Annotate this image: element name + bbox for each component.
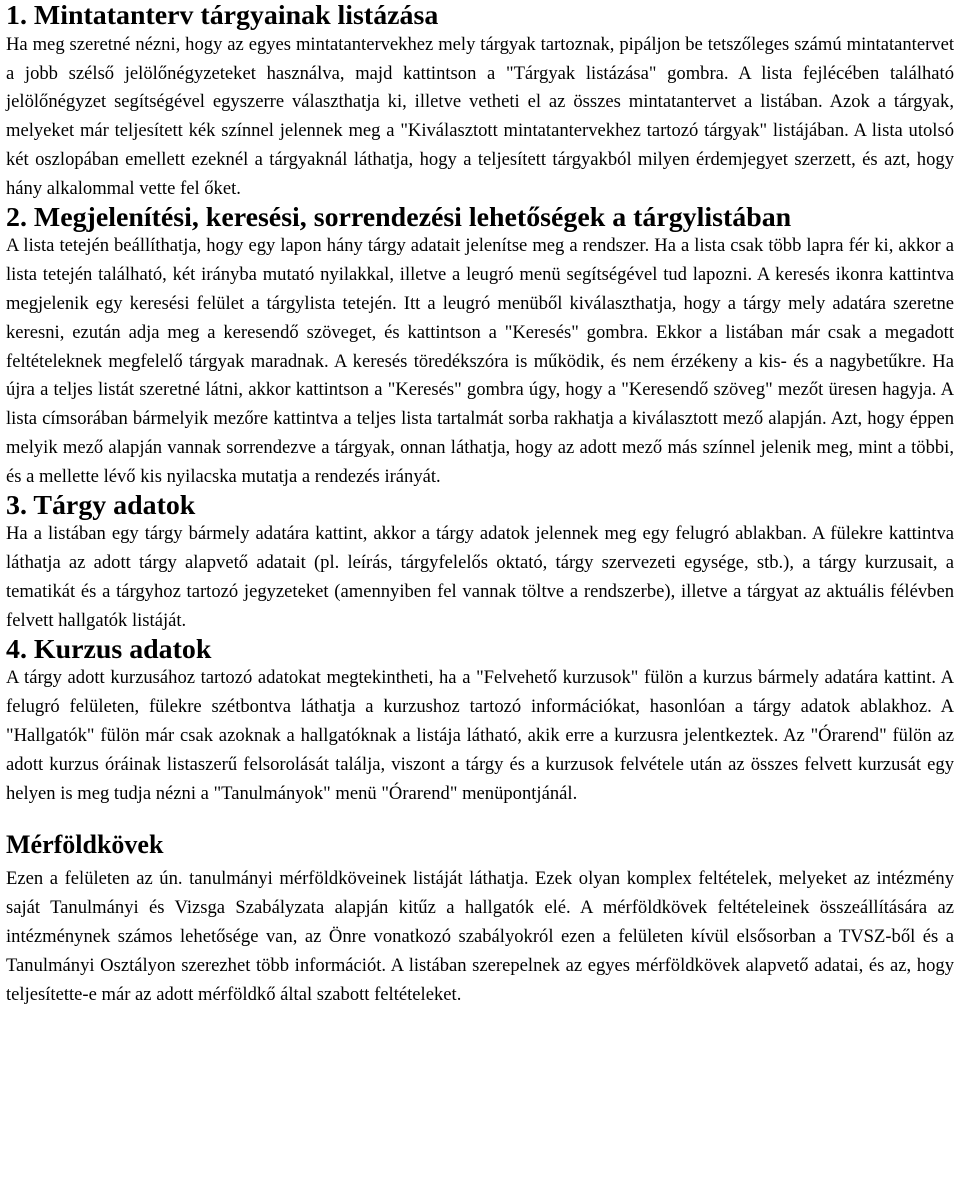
section-heading-1: 1. Mintatanterv tárgyainak listázása bbox=[6, 0, 439, 31]
section-body-3: Ha a listában egy tárgy bármely adatára kattint, akkor a tárgy adatok jelennek meg egy felugró ablakban. A fülekre kattintva láthatja az adott tárgy alapvető adatait (pl. leírás, tárgyfelelős oktató, tárgy szervezeti egysége, stb.), a tárgy kurzusait, a tematikát és a tárgyhoz tartozó jegyzeteket (amennyiben fel vannak töltve a rendszerbe), illetve a tárgyat az aktuális félévben felvett hallgatók listáját. bbox=[6, 523, 954, 631]
section-milestones bbox=[6, 828, 954, 1009]
section-heading-3: 3. Tárgy adatok bbox=[6, 489, 196, 521]
section-heading-2: 2. Megjelenítési, keresési, sorrendezési lehetőségek a tárgylistában bbox=[6, 201, 792, 233]
section-body-1: Ha meg szeretné nézni, hogy az egyes mintatantervekhez mely tárgyak tartoznak, pipáljon be tetszőleges számú mintatantervet a jobb szélső jelölőnégyzeteket használva, majd kattintson a "Tárgyak listázása" gombra. A lista fejlécében található jelölőnégyzet segítségével egyszerre választhatja ki, illetve vetheti el az összes mintatantervet a listában. Azok a tárgyak, melyeket már teljesített kék színnel jelennek meg a "Kiválasztott mintatantervekhez tartozó tárgyak" listájában. A lista utolsó két oszlopában emellett ezeknél a tárgyaknál láthatja, hogy a teljesített tárgyakból milyen érdemjegyet szerzett, és azt, hogy hány alkalommal vette fel őket. bbox=[6, 33, 954, 199]
section-subject-data bbox=[6, 489, 954, 636]
section-course-data bbox=[6, 633, 954, 809]
section-body-2: A lista tetején beállíthatja, hogy egy lapon hány tárgy adatait jelenítse meg a rendszer. Ha a lista csak több lapra fér ki, akkor a lista tetején található, két irányba mutató nyilakkal, illetve a leugró menü segítségével tud lapozni. A keresés ikonra kattintva megjelenik egy keresési felület a tárgylista tetején. Itt a leugró menüből kiválaszthatja, hogy a tárgy mely adatára szeretne keresni, ezután adja meg a keresendő szöveget, és kattintson a "Keresés" gombra. Ekkor a listában már csak a megadott feltételeknek megfelelő tárgyak maradnak. A keresés töredékszóra is működik, és nem érzékeny a kis- és a nagybetűkre. Ha újra a teljes listát szeretné látni, akkor kattintson a "Keresés" gombra úgy, hogy a "Keresendő szöveg" mezőt üresen hagyja. A lista címsorában bármelyik mezőre kattintva a teljes lista tartalmát sorba rakhatja a kiválasztott mező alapján. Azt, hogy éppen melyik mező alapján vannak sorrendezve a tárgyak, onnan láthatja, hogy az adott mező más színnel jelenik meg, mint a többi, és a mellette lévő kis nyilacska mutatja a rendezés irányát. bbox=[6, 235, 954, 487]
section-body-4: A tárgy adott kurzusához tartozó adatokat megtekintheti, ha a "Felvehető kurzusok" fülön a kurzus bármely adatára kattint. A felugró felületen, fülekre szétbontva láthatja a kurzushoz tartozó információkat, hasonlóan a tárgy adatok ablakhoz. A "Hallgatók" fülön már csak azoknak a hallgatóknak a listája látható, akik erre a kurzusra jelentkeztek. Az "Órarend" fülön az adott kurzus óráinak listaszerű felsorolását találja, viszont a tárgy és a kurzusok felvétele után az összes felvett kurzusát egy helyen is meg tudja nézni a "Tanulmányok" menü "Órarend" menüpontjánál. bbox=[6, 667, 954, 804]
milestones-body: Ezen a felületen az ún. tanulmányi mérföldköveinek listáját láthatja. Ezek olyan komplex feltételek, melyeket az intézmény saját Tanulmányi és Vizsga Szabályzata alapján kitűz a hallgatók elé. A mérföldkövek feltételeinek összeállítására az intézménynek számos lehetősége van, az Önre vonatkozó szabályokról ezen a felületen kívül elsősorban a TVSZ-ből és a Tanulmányi Osztályon szerezhet több információt. A listában szerepelnek az egyes mérföldkövek alapvető adatai, és az, hogy teljesítette-e már az adott mérföldkő által szabott feltételeket. bbox=[6, 868, 954, 1005]
section-display-search-sort bbox=[6, 201, 954, 492]
milestones-heading: Mérföldkövek bbox=[6, 830, 164, 860]
section-subject-listing bbox=[6, 2, 954, 204]
section-heading-4: 4. Kurzus adatok bbox=[6, 633, 212, 665]
